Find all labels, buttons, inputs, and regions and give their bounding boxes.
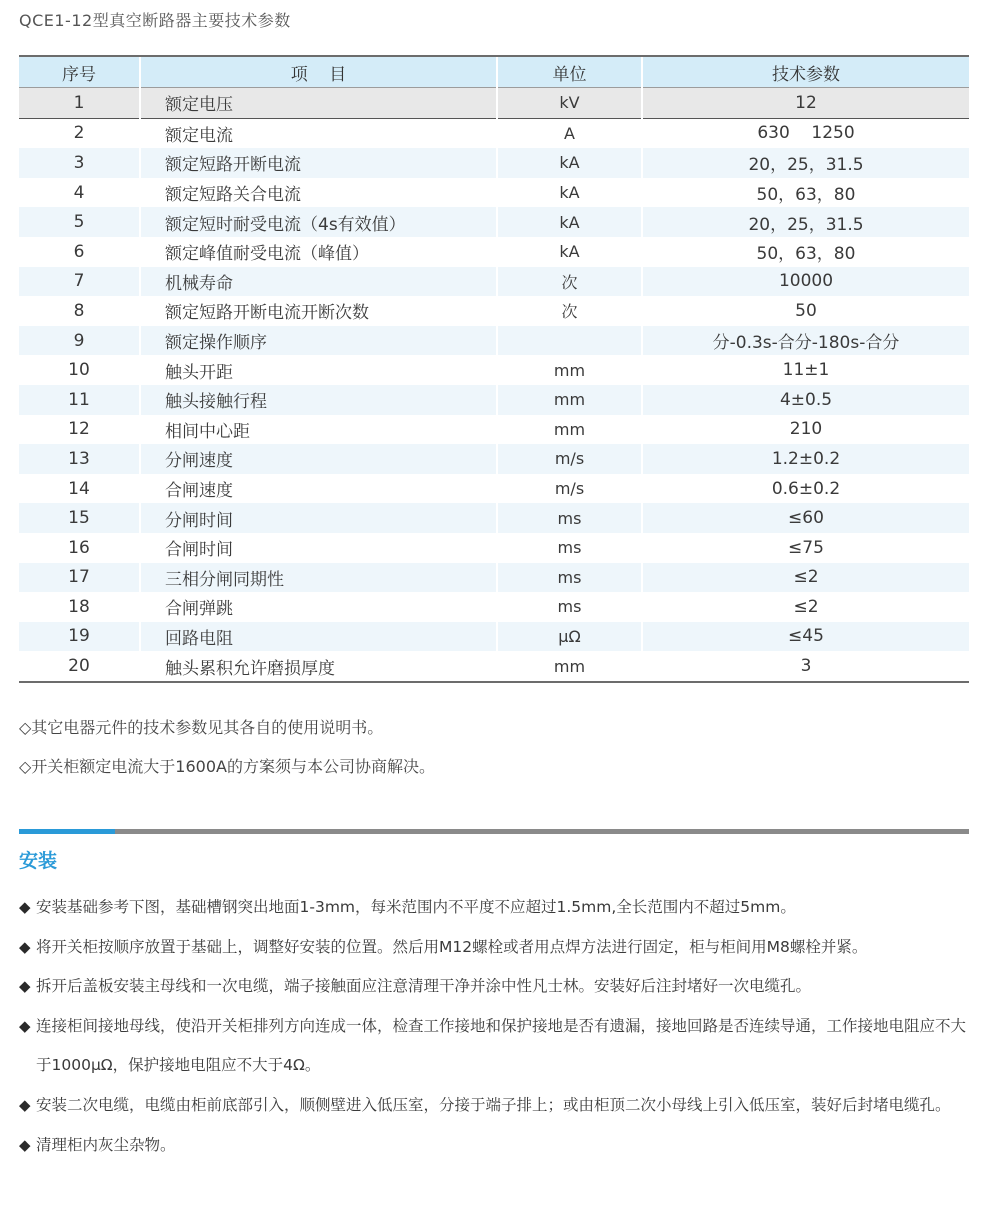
cell-no: 9 <box>19 326 140 356</box>
cell-unit: m/s <box>497 474 642 504</box>
cell-unit: ms <box>497 592 642 622</box>
diamond-bullet-icon: ◆ <box>19 937 31 956</box>
note-rated-current: ◇开关柜额定电流大于1600A的方案须与本公司协商解决。 <box>19 757 435 776</box>
cell-item: 额定短时耐受电流（4s有效值） <box>140 207 497 237</box>
header-item: 项 目 <box>140 56 497 88</box>
cell-unit: m/s <box>497 444 642 474</box>
cell-item: 额定短路关合电流 <box>140 178 497 208</box>
install-item-text: 清理柜内灰尘杂物。 <box>36 1135 176 1154</box>
install-item <box>19 1007 971 1086</box>
cell-unit: 次 <box>497 267 642 297</box>
cell-item: 回路电阻 <box>140 622 497 652</box>
cell-item: 额定电流 <box>140 118 497 148</box>
table-row <box>19 563 969 593</box>
table-row <box>19 444 969 474</box>
cell-item: 额定短路开断电流 <box>140 148 497 178</box>
header-no: 序号 <box>19 56 140 88</box>
cell-value: ≤2 <box>642 592 969 622</box>
cell-value: 50，63，80 <box>642 237 969 267</box>
cell-no: 17 <box>19 563 140 593</box>
cell-item: 机械寿命 <box>140 267 497 297</box>
cell-unit: mm <box>497 415 642 445</box>
cell-value: 4±0.5 <box>642 385 969 415</box>
cell-unit: kV <box>497 88 642 119</box>
cell-item: 触头接触行程 <box>140 385 497 415</box>
table-row <box>19 118 969 148</box>
cell-unit: kA <box>497 237 642 267</box>
cell-no: 16 <box>68 537 90 558</box>
diamond-bullet-icon: ◆ <box>19 1095 31 1114</box>
install-item <box>19 928 971 968</box>
cell-no: 2 <box>73 123 85 144</box>
cell-item: 分闸时间 <box>140 503 497 533</box>
cell-value: 12 <box>642 88 969 119</box>
cell-unit: mm <box>497 385 642 415</box>
cell-unit: kA <box>497 148 642 178</box>
cell-no: 7 <box>19 267 140 297</box>
install-item <box>19 1126 971 1166</box>
cell-no: 18 <box>68 596 90 617</box>
cell-value: 20，25，31.5 <box>642 148 969 178</box>
install-item <box>19 1086 971 1126</box>
section-divider <box>19 829 969 834</box>
install-item-text: 安装基础参考下图，基础槽钢突出地面1-3mm，每米范围内不平度不应超过1.5mm,全长范围内不超过5mm。 <box>36 898 796 916</box>
cell-item: 触头开距 <box>140 355 497 385</box>
cell-no: 1 <box>19 88 140 119</box>
cell-no: 3 <box>19 148 140 178</box>
cell-unit: ms <box>497 563 642 593</box>
cell-no: 19 <box>19 622 140 652</box>
install-item-text: 连接柜间接地母线，使沿开关柜排列方向连成一体，检查工作接地和保护接地是否有遗漏，接地回路是否连续导通，工作接地电阻应不大于1000μΩ，保护接地电阻应不大于4Ω。 <box>36 1016 967 1075</box>
cell-item: 合闸时间 <box>140 533 497 563</box>
cell-no: 11 <box>19 385 140 415</box>
cell-item: 三相分闸同期性 <box>140 563 497 593</box>
cell-unit: ms <box>497 503 642 533</box>
cell-value: 3 <box>642 651 969 682</box>
cell-value: 50 <box>642 296 969 326</box>
cell-item: 触头累积允许磨损厚度 <box>140 651 497 682</box>
cell-no: 4 <box>73 182 85 203</box>
cell-no: 8 <box>73 300 85 321</box>
cell-unit <box>497 326 642 356</box>
cell-value: 210 <box>642 415 969 445</box>
install-item-text: 拆开后盖板安装主母线和一次电缆，端子接触面应注意清理干净并涂中性凡士林。安装好后注封堵好一次电缆孔。 <box>36 977 812 996</box>
table-row <box>19 326 969 356</box>
diamond-bullet-icon: ◆ <box>19 1135 31 1154</box>
cell-unit: ms <box>497 533 642 563</box>
cell-item: 合闸速度 <box>140 474 497 504</box>
table-row <box>19 385 969 415</box>
cell-unit: mm <box>497 651 642 682</box>
cell-item: 额定操作顺序 <box>140 326 497 356</box>
table-row <box>19 533 969 563</box>
cell-no: 15 <box>19 503 140 533</box>
diamond-bullet-icon: ◆ <box>19 898 31 916</box>
table-row <box>19 148 969 178</box>
cell-value: 50，63，80 <box>642 178 969 208</box>
cell-value: ≤2 <box>642 563 969 593</box>
cell-no: 6 <box>73 241 85 262</box>
table-row <box>19 267 969 297</box>
cell-value: 分-0.3s-合分-180s-合分 <box>642 326 969 356</box>
table-row <box>19 415 969 445</box>
header-unit: 单位 <box>497 56 642 88</box>
table-row <box>19 237 969 267</box>
table-body <box>19 88 969 682</box>
table-row <box>19 474 969 504</box>
install-item-text: 将开关柜按顺序放置于基础上，调整好安装的位置。然后用M12螺栓或者用点焊方法进行固定，柜与柜间用M8螺栓并紧。 <box>36 937 868 956</box>
cell-value: 630 1250 <box>642 118 969 148</box>
divider-accent <box>19 829 115 834</box>
table-row <box>19 651 969 682</box>
cell-no: 5 <box>19 207 140 237</box>
cell-no: 20 <box>19 651 140 682</box>
table-row <box>19 296 969 326</box>
table-row <box>19 88 969 119</box>
install-item <box>19 967 971 1007</box>
diamond-bullet-icon: ◆ <box>19 977 31 996</box>
cell-no: 13 <box>19 444 140 474</box>
install-item <box>19 888 971 928</box>
table-row <box>19 178 969 208</box>
cell-item: 分闸速度 <box>140 444 497 474</box>
table-header-row <box>19 56 969 88</box>
cell-item: 合闸弹跳 <box>140 592 497 622</box>
cell-item: 额定短路开断电流开断次数 <box>140 296 497 326</box>
install-heading: 安装 <box>19 850 58 872</box>
cell-no: 10 <box>68 360 90 381</box>
table-row <box>19 207 969 237</box>
install-list <box>19 888 971 1165</box>
cell-unit: 次 <box>497 296 642 326</box>
cell-value: ≤45 <box>642 622 969 652</box>
cell-value: ≤60 <box>642 503 969 533</box>
cell-item: 额定峰值耐受电流（峰值） <box>140 237 497 267</box>
cell-no: 14 <box>68 478 90 499</box>
cell-value: 11±1 <box>642 355 969 385</box>
cell-no: 12 <box>68 419 90 440</box>
cell-value: 1.2±0.2 <box>642 444 969 474</box>
note-other-components: ◇其它电器元件的技术参数见其各自的使用说明书。 <box>19 718 384 737</box>
diamond-bullet-icon: ◆ <box>19 1016 31 1035</box>
cell-value: 20，25，31.5 <box>642 207 969 237</box>
cell-item: 额定电压 <box>140 88 497 119</box>
table-row <box>19 503 969 533</box>
install-item-text: 安装二次电缆，电缆由柜前底部引入，顺侧壁进入低压室，分接于端子排上；或由柜顶二次小母线上引入低压室，装好后封堵电缆孔。 <box>36 1095 951 1114</box>
table-row <box>19 592 969 622</box>
cell-item: 相间中心距 <box>140 415 497 445</box>
cell-unit: mm <box>497 355 642 385</box>
notes <box>19 708 969 786</box>
cell-unit: kA <box>497 207 642 237</box>
cell-value: ≤75 <box>642 533 969 563</box>
spec-table <box>19 55 969 683</box>
header-value: 技术参数 <box>642 56 969 88</box>
table-row <box>19 622 969 652</box>
cell-unit: A <box>497 118 642 148</box>
cell-unit: kA <box>497 178 642 208</box>
cell-value: 0.6±0.2 <box>642 474 969 504</box>
cell-unit: μΩ <box>497 622 642 652</box>
cell-value: 10000 <box>642 267 969 297</box>
table-row <box>19 355 969 385</box>
page-title: QCE1-12型真空断路器主要技术参数 <box>19 11 291 30</box>
